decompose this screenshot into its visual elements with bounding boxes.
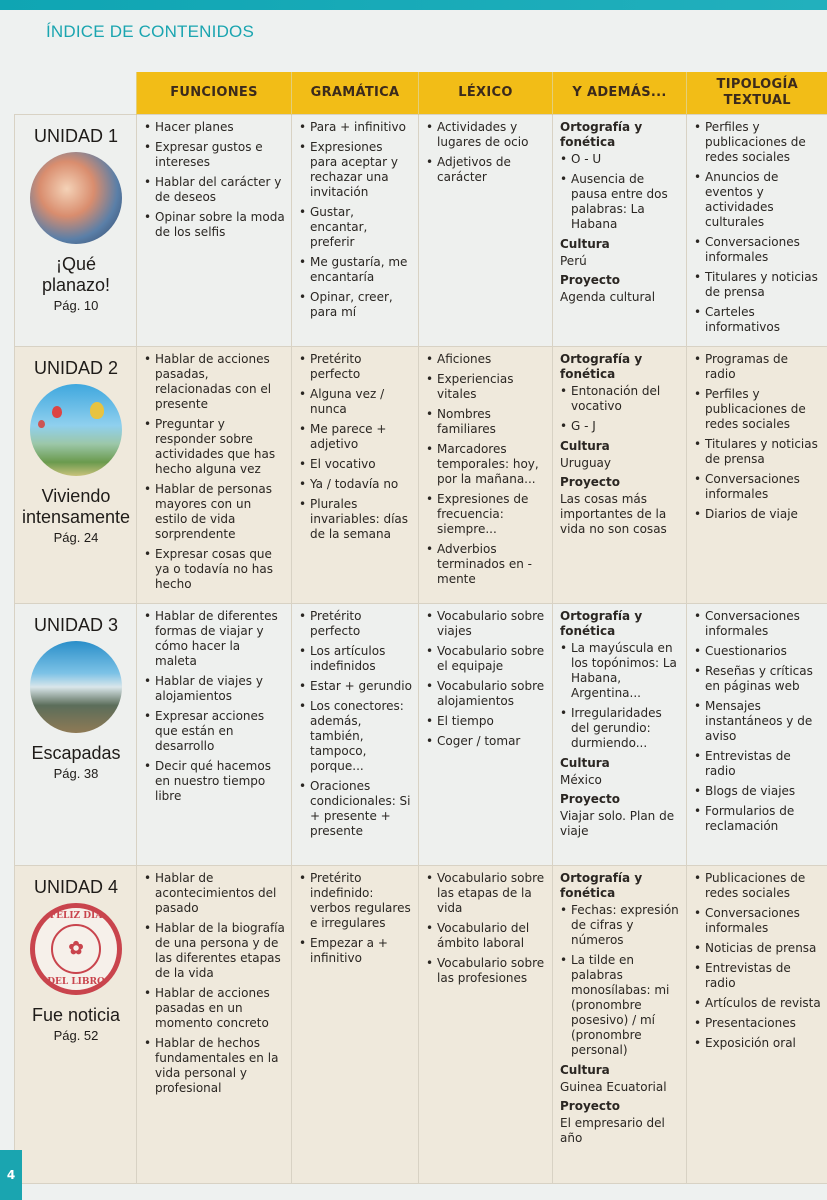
funciones-cell	[137, 604, 292, 866]
unit-row-4	[15, 866, 827, 1184]
list-item: • Programas de radio	[694, 352, 821, 382]
list-item: • Me gustaría, me encantaría	[299, 255, 412, 285]
funciones-cell	[137, 866, 292, 1184]
list-item: • Vocabulario sobre las profesiones	[426, 956, 546, 986]
list-item: • Anuncios de eventos y actividades culturales	[694, 170, 821, 230]
gramatica-list	[299, 352, 412, 542]
list-item: • Noticias de prensa	[694, 941, 821, 956]
lexico-cell	[419, 866, 553, 1184]
list-item: • El vocativo	[299, 457, 412, 472]
list-item: • Vocabulario del ámbito laboral	[426, 921, 546, 951]
list-item: • Entonación del vocativo	[560, 384, 680, 414]
cultura-value: Perú	[560, 254, 587, 268]
list-item: • Hablar de viajes y alojamientos	[144, 674, 285, 704]
unit-row-2	[15, 347, 827, 604]
list-item: • Los artículos indefinidos	[299, 644, 412, 674]
lexico-cell	[419, 115, 553, 347]
list-item: • Irregularidades del gerundio: durmiendo...	[560, 706, 680, 751]
unit-page: Pág. 52	[53, 1028, 99, 1043]
balloon-icon	[90, 402, 104, 419]
lexico-list	[426, 871, 546, 986]
list-item: • Conversaciones informales	[694, 235, 821, 265]
unit-row-1	[15, 115, 827, 347]
top-color-band	[0, 0, 827, 10]
list-item: • Oraciones condicionales: Si + presente + presente	[299, 779, 412, 839]
ortografia-list	[560, 641, 680, 751]
list-item: • Adverbios terminados en -mente	[426, 542, 546, 587]
list-item: • Artículos de revista	[694, 996, 821, 1011]
list-item: • Entrevistas de radio	[694, 961, 821, 991]
list-item: • El tiempo	[426, 714, 546, 729]
list-item: • Actividades y lugares de ocio	[426, 120, 546, 150]
unit-title: Escapadas	[31, 743, 121, 763]
proyecto-heading: Proyecto	[560, 792, 621, 806]
list-item: • Publicaciones de redes sociales	[694, 871, 821, 901]
page-title: ÍNDICE DE CONTENIDOS	[46, 22, 255, 41]
ademas-cell	[553, 115, 687, 347]
lexico-list	[426, 352, 546, 587]
list-item: • Perfiles y publicaciones de redes sociales	[694, 120, 821, 165]
list-item: • Titulares y noticias de prensa	[694, 437, 821, 467]
page-number: 4	[0, 1150, 22, 1200]
list-item: • Cuestionarios	[694, 644, 821, 659]
ademas-cell	[553, 604, 687, 866]
list-item: • Diarios de viaje	[694, 507, 821, 522]
gramatica-list	[299, 871, 412, 966]
header-blank	[15, 72, 137, 115]
cultura-value: Guinea Ecuatorial	[560, 1080, 667, 1094]
gramatica-cell	[292, 866, 419, 1184]
list-item: • Vocabulario sobre viajes	[426, 609, 546, 639]
list-item: • Conversaciones informales	[694, 472, 821, 502]
list-item: • Reseñas y críticas en páginas web	[694, 664, 821, 694]
lexico-cell	[419, 347, 553, 604]
list-item: • Preguntar y responder sobre actividades que has hecho alguna vez	[144, 417, 285, 477]
proyecto-value: El empresario del año	[560, 1116, 665, 1145]
funciones-list	[144, 609, 285, 804]
tipologia-cell	[687, 604, 827, 866]
ortografia-list	[560, 384, 680, 434]
header-ademas: Y ADEMÁS...	[553, 72, 687, 115]
stamp-top-text: FELIZ DÍA	[49, 911, 103, 921]
lexico-cell	[419, 604, 553, 866]
unit-cell[interactable]	[15, 115, 137, 347]
balloon-icon	[52, 406, 62, 418]
tipologia-list	[694, 871, 821, 1051]
proyecto-value: Viajar solo. Plan de viaje	[560, 809, 675, 838]
friends-rollercoaster-photo	[30, 152, 122, 244]
list-item: • Formularios de reclamación	[694, 804, 821, 834]
ortografia-list	[560, 152, 680, 232]
list-item: • Opinar sobre la moda de los selfis	[144, 210, 285, 240]
header-funciones: FUNCIONES	[137, 72, 292, 115]
funciones-list	[144, 871, 285, 1096]
list-item: • Hablar de acciones pasadas, relacionadas con el presente	[144, 352, 285, 412]
unit-label: UNIDAD 1	[33, 126, 118, 146]
list-item: • Empezar a + infinitivo	[299, 936, 412, 966]
list-item: • Hablar de acontecimientos del pasado	[144, 871, 285, 916]
list-item: • Experiencias vitales	[426, 372, 546, 402]
list-item: • La tilde en palabras monosílabas: mi (pronombre posesivo) / mí (pronombre personal)	[560, 953, 680, 1058]
proyecto-value: Las cosas más importantes de la vida no son cosas	[560, 492, 667, 536]
unit-title: Viviendo intensamente	[22, 486, 131, 527]
list-item: • Coger / tomar	[426, 734, 546, 749]
list-item: • Ya / todavía no	[299, 477, 412, 492]
ortografia-heading: Ortografía y fonética	[560, 352, 643, 381]
unit-cell[interactable]	[15, 866, 137, 1184]
list-item: • Fechas: expresión de cifras y números	[560, 903, 680, 948]
unit-page: Pág. 38	[53, 766, 99, 781]
hot-air-balloons-photo	[30, 384, 122, 476]
list-item: • Hablar de la biografía de una persona y de las diferentes etapas de la vida	[144, 921, 285, 981]
unit-cell[interactable]	[15, 604, 137, 866]
tipologia-cell	[687, 115, 827, 347]
gramatica-list	[299, 609, 412, 839]
list-item: • Plurales invariables: días de la semana	[299, 497, 412, 542]
list-item: • Para + infinitivo	[299, 120, 412, 135]
list-item: • La mayúscula en los topónimos: La Habana, Argentina...	[560, 641, 680, 701]
balloon-icon	[38, 420, 45, 428]
funciones-list	[144, 352, 285, 592]
list-item: • Estar + gerundio	[299, 679, 412, 694]
mountain-landscape-photo	[30, 641, 122, 733]
tipologia-list	[694, 352, 821, 522]
stamp-bottom-text: DEL LIBRO	[47, 977, 105, 987]
tipologia-cell	[687, 866, 827, 1184]
list-item: • Expresar acciones que están en desarrollo	[144, 709, 285, 754]
list-item: • Vocabulario sobre el equipaje	[426, 644, 546, 674]
unit-row-3	[15, 604, 827, 866]
list-item: • Pretérito perfecto	[299, 609, 412, 639]
proyecto-heading: Proyecto	[560, 475, 621, 489]
list-item: • G - J	[560, 419, 680, 434]
list-item: • Opinar, creer, para mí	[299, 290, 412, 320]
cultura-heading: Cultura	[560, 756, 610, 770]
list-item: • Hablar de personas mayores con un estilo de vida sorprendente	[144, 482, 285, 542]
list-item: • Ausencia de pausa entre dos palabras: La Habana	[560, 172, 680, 232]
list-item: • Nombres familiares	[426, 407, 546, 437]
list-item: • Carteles informativos	[694, 305, 821, 335]
ademas-cell	[553, 866, 687, 1184]
ademas-cell	[553, 347, 687, 604]
funciones-cell	[137, 115, 292, 347]
list-item: • Decir qué hacemos en nuestro tiempo libre	[144, 759, 285, 804]
header-lexico: LÉXICO	[419, 72, 553, 115]
book-rose-icon: ✿	[51, 924, 101, 974]
unit-label: UNIDAD 2	[33, 358, 118, 378]
list-item: • Alguna vez / nunca	[299, 387, 412, 417]
list-item: • Los conectores: además, también, tampoco, porque...	[299, 699, 412, 774]
list-item: • Pretérito perfecto	[299, 352, 412, 382]
list-item: • Marcadores temporales: hoy, por la mañana...	[426, 442, 546, 487]
list-item: • Titulares y noticias de prensa	[694, 270, 821, 300]
list-item: • Expresiones de frecuencia: siempre...	[426, 492, 546, 537]
list-item: • Vocabulario sobre alojamientos	[426, 679, 546, 709]
ortografia-heading: Ortografía y fonética	[560, 120, 643, 149]
list-item: • Aficiones	[426, 352, 546, 367]
proyecto-heading: Proyecto	[560, 273, 621, 287]
cultura-heading: Cultura	[560, 237, 610, 251]
list-item: • Entrevistas de radio	[694, 749, 821, 779]
list-item: • Expresiones para aceptar y rechazar una invitación	[299, 140, 412, 200]
list-item: • Conversaciones informales	[694, 906, 821, 936]
feliz-dia-del-libro-stamp	[30, 903, 122, 995]
list-item: • Hablar de acciones pasadas en un momento concreto	[144, 986, 285, 1031]
funciones-list	[144, 120, 285, 240]
header-tipologia: TIPOLOGÍA TEXTUAL	[687, 72, 827, 115]
list-item: • Exposición oral	[694, 1036, 821, 1051]
list-item: • Me parece + adjetivo	[299, 422, 412, 452]
contents-table	[14, 72, 827, 1184]
ortografia-list	[560, 903, 680, 1058]
list-item: • Pretérito indefinido: verbos regulares e irregulares	[299, 871, 412, 931]
cultura-heading: Cultura	[560, 1063, 610, 1077]
tipologia-list	[694, 120, 821, 335]
list-item: • Vocabulario sobre las etapas de la vida	[426, 871, 546, 916]
lexico-list	[426, 609, 546, 749]
list-item: • Expresar gustos e intereses	[144, 140, 285, 170]
unit-title: ¡Qué planazo!	[41, 254, 111, 295]
list-item: • O - U	[560, 152, 680, 167]
gramatica-cell	[292, 604, 419, 866]
list-item: • Hablar de hechos fundamentales en la vida personal y profesional	[144, 1036, 285, 1096]
list-item: • Hablar del carácter y de deseos	[144, 175, 285, 205]
tipologia-cell	[687, 347, 827, 604]
unit-page: Pág. 24	[53, 530, 99, 545]
list-item: • Conversaciones informales	[694, 609, 821, 639]
unit-label: UNIDAD 4	[33, 877, 118, 897]
list-item: • Blogs de viajes	[694, 784, 821, 799]
list-item: • Hacer planes	[144, 120, 285, 135]
header-gramatica: GRAMÁTICA	[292, 72, 419, 115]
proyecto-value: Agenda cultural	[560, 290, 656, 304]
funciones-cell	[137, 347, 292, 604]
list-item: • Expresar cosas que ya o todavía no has hecho	[144, 547, 285, 592]
list-item: • Mensajes instantáneos y de aviso	[694, 699, 821, 744]
unit-cell[interactable]	[15, 347, 137, 604]
list-item: • Presentaciones	[694, 1016, 821, 1031]
proyecto-heading: Proyecto	[560, 1099, 621, 1113]
list-item: • Hablar de diferentes formas de viajar y cómo hacer la maleta	[144, 609, 285, 669]
unit-page: Pág. 10	[53, 298, 99, 313]
list-item: • Gustar, encantar, preferir	[299, 205, 412, 250]
list-item: • Adjetivos de carácter	[426, 155, 546, 185]
gramatica-cell	[292, 115, 419, 347]
cultura-value: Uruguay	[560, 456, 611, 470]
lexico-list	[426, 120, 546, 185]
ortografia-heading: Ortografía y fonética	[560, 609, 643, 638]
cultura-value: México	[560, 773, 602, 787]
tipologia-list	[694, 609, 821, 834]
ortografia-heading: Ortografía y fonética	[560, 871, 643, 900]
gramatica-list	[299, 120, 412, 320]
list-item: • Perfiles y publicaciones de redes sociales	[694, 387, 821, 432]
unit-label: UNIDAD 3	[33, 615, 118, 635]
gramatica-cell	[292, 347, 419, 604]
cultura-heading: Cultura	[560, 439, 610, 453]
unit-title: Fue noticia	[31, 1005, 121, 1025]
